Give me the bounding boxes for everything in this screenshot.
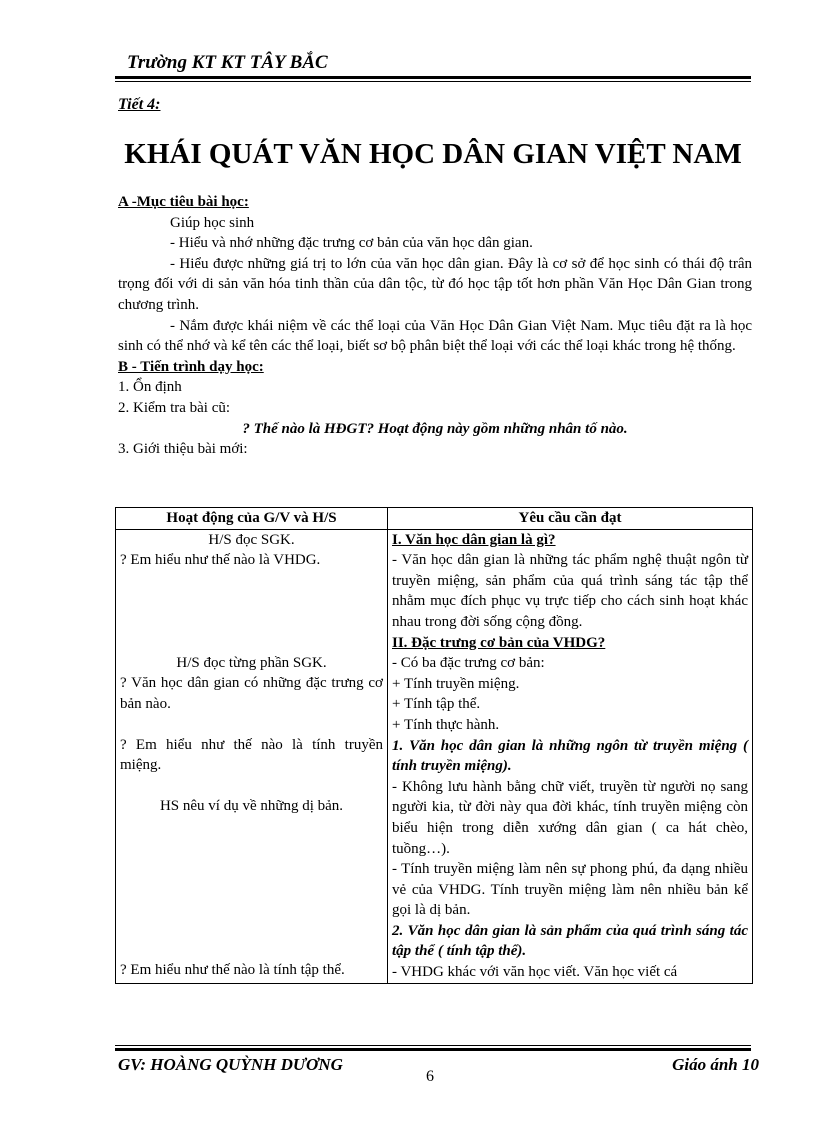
section-a-intro: Giúp học sinh: [170, 214, 255, 231]
school-header: Trường KT KT TÂY BẮC: [127, 52, 328, 73]
section-a-heading: A -Mục tiêu bài học:: [118, 194, 249, 210]
requirement-heading: II. Đặc trưng cơ bản của VHDG?: [392, 634, 606, 651]
column-header: Hoạt động của G/V và H/S: [116, 508, 388, 530]
requirement-text: - Tính truyền miệng làm nên sự phong phú, đa dạng nhiều vẻ của VHDG. Tính truyền miệng làm nên nhiều bản kể gọi là dị bản.: [392, 861, 748, 919]
objective-item: - Nắm được khái niệm về các thể loại của Văn Học Dân Gian Việt Nam. Mục tiêu đặt ra là học sinh có thể nhớ và kể tên các thể loại, biết sơ bộ phân biệt thể loại với các thể loại khác trong hệ thống.: [118, 317, 752, 355]
table-row: [116, 529, 753, 983]
step-item: 3. Giới thiệu bài mới:: [118, 441, 248, 458]
teacher-student-cell: [116, 529, 388, 983]
activity-line: H/S đọc SGK.: [208, 531, 295, 548]
requirement-cell: [388, 529, 753, 983]
page-number: 6: [426, 1068, 434, 1085]
requirement-heading: I. Văn học dân gian là gì?: [392, 531, 556, 548]
activity-table: [115, 507, 753, 984]
lesson-number: Tiết 4:: [118, 96, 161, 113]
activity-line: ? Em hiểu như thế nào là VHDG.: [120, 552, 321, 569]
footer-rule-thick: [115, 1048, 751, 1051]
table-header-row: [116, 508, 753, 530]
requirement-subheading: 1. Văn học dân gian là những ngôn từ truyền miệng ( tính truyền miệng).: [392, 737, 748, 775]
footer-author: GV: HOÀNG QUỲNH DƯƠNG: [118, 1055, 343, 1074]
requirement-text: - VHDG khác với văn học viết. Văn học viết cá: [392, 964, 678, 981]
header-rule-thin: [115, 81, 751, 82]
requirement-text: - Không lưu hành bằng chữ viết, truyền từ người nọ sang người kia, từ đời này qua đời khác, tính truyền miệng còn biểu hiện trong diễn xướng dân gian ( ca hát chèo, tuồng…).: [392, 778, 748, 857]
activity-line: ? Em hiểu như thế nào là tính truyền miệng.: [120, 736, 383, 774]
requirement-text: - Có ba đặc trưng cơ bản:: [392, 655, 545, 672]
step-item: 2. Kiểm tra bài cũ:: [118, 399, 231, 416]
header-rule-thick: [115, 76, 751, 79]
lesson-body: [118, 192, 752, 460]
review-question: ? Thế nào là HĐGT? Hoạt động này gồm những nhân tố nào.: [242, 420, 628, 437]
activity-line: ? Em hiểu như thế nào là tính tập thể.: [120, 962, 345, 979]
activity-line: H/S đọc từng phần SGK.: [176, 654, 327, 671]
activity-line: HS nêu ví dụ về những dị bản.: [159, 797, 344, 814]
requirement-subheading: 2. Văn học dân gian là sản phẩm của quá trình sáng tác tập thể ( tính tập thể).: [392, 922, 748, 960]
column-header: Yêu cầu cần đạt: [388, 508, 753, 530]
requirement-text: + Tính tập thể.: [392, 696, 481, 713]
requirement-text: + Tính thực hành.: [392, 716, 500, 733]
requirement-text: - Văn học dân gian là những tác phẩm nghệ thuật ngôn từ truyền miệng, sản phẩm của quá trình sáng tác tập thể nhằm mục đích phục vụ trực tiếp cho cách sinh hoạt khác nhau trong đời sống cộng đồng.: [392, 552, 748, 630]
section-b-heading: B - Tiến trình dạy học:: [118, 358, 264, 375]
page-title: KHÁI QUÁT VĂN HỌC DÂN GIAN VIỆT NAM: [124, 138, 742, 170]
objective-item: - Hiểu được những giá trị to lớn của văn học dân gian. Đây là cơ sở để học sinh có thái độ trân trọng đối với di sản văn hóa tinh thần của dân tộc, từ đó học tập tốt hơn phần Văn Học Dân Gian trong chương trình.: [118, 255, 752, 313]
objective-item: - Hiểu và nhớ những đặc trưng cơ bản của văn học dân gian.: [170, 235, 533, 252]
footer-book: Giáo ánh 10: [672, 1055, 759, 1074]
step-item: 1. Ổn định: [118, 379, 182, 396]
footer-rule-thin: [115, 1045, 751, 1046]
activity-line: ? Văn học dân gian có những đặc trưng cơ bản nào.: [120, 675, 383, 712]
requirement-text: + Tính truyền miệng.: [392, 675, 520, 692]
